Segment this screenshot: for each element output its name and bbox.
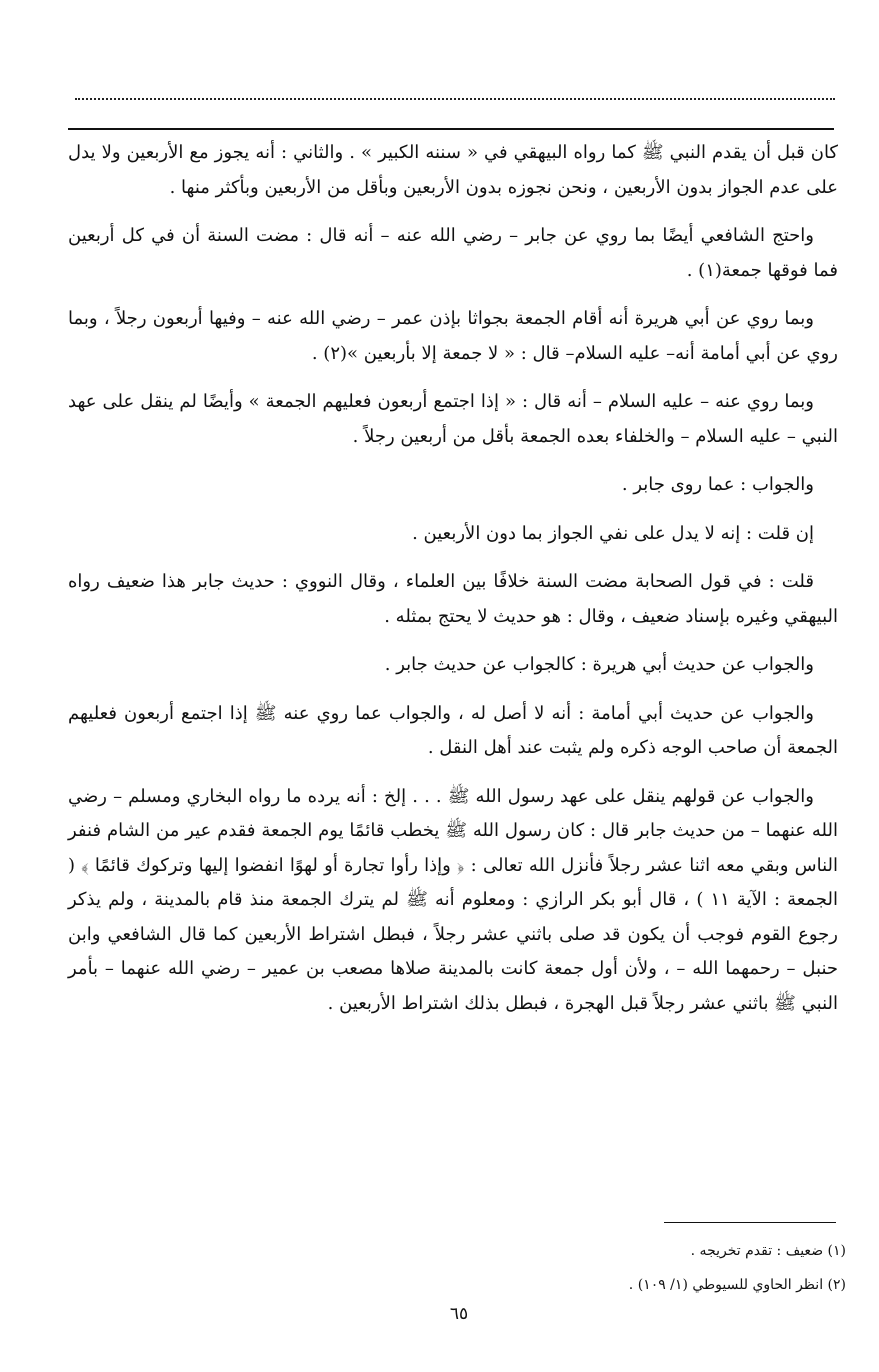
paragraph: وبما روي عنه – عليه السلام – أنه قال : « إذا اجتمع أربعون فعليهم الجمعة » وأيضًا لم ينقل على عهد النبي – عليه السلام – والخلفاء بعده الجمعة بأقل من أربعين رجلاً . — [68, 391, 838, 447]
paragraph: قلت : في قول الصحابة مضت السنة خلافًا بين العلماء ، وقال النووي : حديث جابر هذا ضعيف رواه البيهقي وغيره بإسناد ضعيف ، وقال : هو حديث لا يحتج بمثله . — [68, 571, 838, 627]
header-rule — [68, 128, 834, 130]
paragraph: إن قلت : إنه لا يدل على نفي الجواز بما دون الأربعين . — [412, 522, 814, 544]
footnote-rule — [664, 1222, 836, 1223]
footnote: (٢) انظر الحاوي للسيوطي (١/ ١٠٩) . — [628, 1277, 846, 1293]
paragraph: واحتج الشافعي أيضًا بما روي عن جابر – رضي الله عنه – أنه قال : مضت السنة أن في كل أربعين فما فوقها جمعة(١) . — [68, 225, 838, 281]
paragraph: والجواب عن قولهم ينقل على عهد رسول الله ﷺ . . . إلخ : أنه يرده ما رواه البخاري ومسلم – رضي الله عنهما – من حديث جابر قال : كان رسول الله ﷺ يخطب قائمًا يوم الجمعة فقدم عير من الشام فنفر الناس وبقي معه اثنا عشر رجلاً فأنزل الله تعالى : ﴿ وإذا رأوا تجارة أو لهوًا انفضوا إليها وتركوك قائمًا ﴾ ( الجمعة : الآية ١١ ) ، قال أبو بكر الرازي : ومعلوم أنه ﷺ لم يترك الجمعة منذ قام بالمدينة ، ولم يذكر رجوع القوم فوجب أن يكون قد صلى باثني عشر رجلاً ، فبطل اشتراط الأربعين كما قال الشافعي وابن حنبل – رحمهما الله – ، ولأن أول جمعة كانت بالمدينة صلاها مصعب بن عمير – رضي الله عنهما – بأمر النبي ﷺ باثني عشر رجلاً قبل الهجرة ، فبطل بذلك اشتراط الأربعين . — [68, 785, 838, 1014]
paragraph: والجواب عن حديث أبي أمامة : أنه لا أصل له ، والجواب عما روي عنه ﷺ إذا اجتمع أربعون فعليهم الجمعة أن صاحب الوجه ذكره ولم يثبت عند أهل النقل . — [68, 702, 838, 758]
header-dotted-line — [75, 82, 835, 100]
footnote: (١) ضعيف : تقدم تخريجه . — [690, 1243, 846, 1259]
paragraph: والجواب عن حديث أبي هريرة : كالجواب عن حديث جابر . — [384, 654, 814, 675]
paragraph: كان قبل أن يقدم النبي ﷺ كما رواه البيهقي في « سننه الكبير » . والثاني : أنه يجوز مع الأربعين ولا يدل على عدم الجواز بدون الأربعين ، ونحن نجوزه بدون الأربعين وبأقل من الأربعين وبأكثر منها . — [68, 142, 838, 198]
paragraph: وبما روي عن أبي هريرة أنه أقام الجمعة بجواثا بإذن عمر – رضي الله عنه – وفيها أربعون رجلاً ، وبما روي عن أبي أمامة أنه– عليه السلام– قال : « لا جمعة إلا بأربعين »(٢) . — [68, 308, 838, 364]
paragraph: والجواب : عما روى جابر . — [621, 474, 814, 495]
main-text — [68, 136, 838, 1035]
footnotes — [300, 1234, 846, 1302]
page-number: ٦٥ — [449, 1304, 469, 1324]
